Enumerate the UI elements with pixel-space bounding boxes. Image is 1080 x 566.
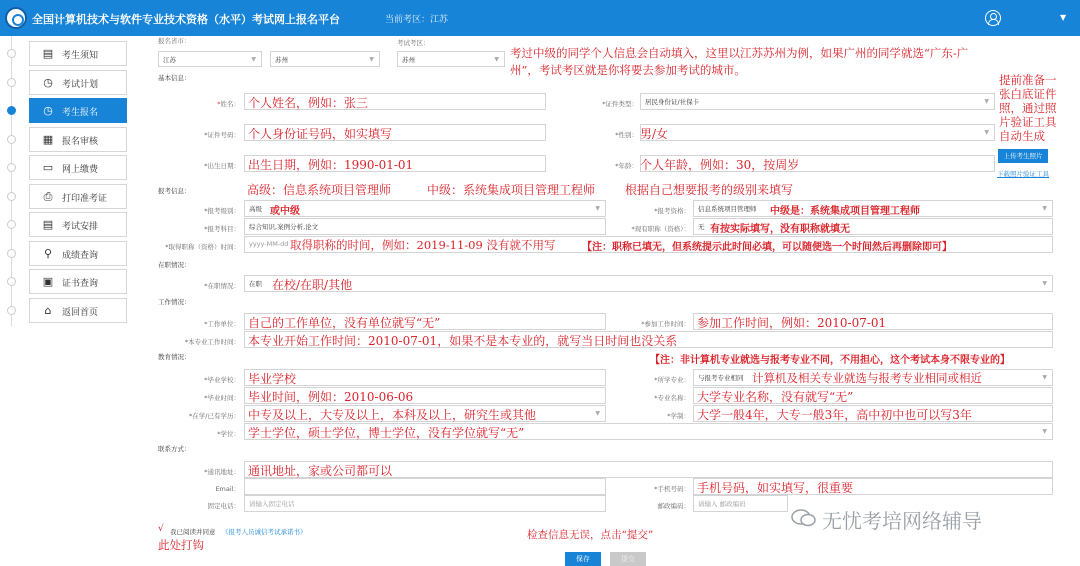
review-icon: ▦ — [42, 132, 54, 146]
current-title-field[interactable]: 无 — [693, 218, 1053, 235]
user-icon[interactable] — [985, 10, 1001, 26]
subject-field: 综合知识,案例分析,论文 — [244, 218, 606, 235]
exam-area-select[interactable]: 苏州 ▼ — [397, 51, 505, 67]
sidebar-timeline-dot — [7, 277, 16, 286]
major-label: *所学专业： — [654, 376, 690, 384]
sidebar-item[interactable] — [29, 269, 127, 294]
chevron-down-icon: ▼ — [1042, 428, 1047, 435]
sidebar-timeline-dot — [7, 163, 16, 172]
major-same-hint: 计算机及相关专业就选与报考专业相同或相近 — [752, 371, 982, 385]
certificate-icon: ▣ — [42, 275, 54, 288]
sidebar-item[interactable] — [29, 212, 127, 237]
grad-time-label: *毕业时间： — [204, 394, 240, 402]
unit-hint: 自己的工作单位，没有单位就写“无” — [248, 316, 441, 330]
title-warn-hint: 【注：职称已填无，但系统提示此时间必填，可以随便选一个时间然后再删除即可】 — [582, 242, 952, 253]
edu-warn-hint: 【注：非计算机专业就选与报考专业不同，不用担心，这个考试本身不限专业的】 — [650, 355, 1010, 366]
wechat-icon — [791, 508, 817, 528]
sidebar-item-label: 考试计划 — [62, 79, 99, 90]
location-note-2: 州”，考试考区就是你将要去参加考试的城市。 — [510, 63, 746, 77]
chevron-down-icon: ▼ — [984, 98, 989, 105]
sidebar-item[interactable] — [29, 241, 127, 266]
sidebar-item[interactable] — [29, 70, 127, 95]
job-status-label: *在职情况： — [204, 282, 240, 290]
age-hint: 个人年龄，例如：30，按周岁 — [640, 158, 800, 172]
id-no-label: *证件号码： — [204, 131, 240, 139]
name-hint: 个人姓名，例如：张三 — [248, 96, 369, 110]
save-button[interactable]: 保存 — [565, 552, 601, 566]
sidebar-item[interactable] — [29, 298, 127, 323]
exam-area-label: 考试考区： — [397, 39, 430, 47]
printer-icon: ⎙ — [43, 189, 53, 203]
home-icon: ⌂ — [44, 303, 52, 317]
chevron-down-icon: ▼ — [595, 205, 600, 212]
school-field[interactable] — [244, 369, 606, 386]
title-degree-hint: 学士学位，硕士学位，博士学位，没有学位就写“无” — [248, 426, 525, 440]
title-time-hint: 取得职称的时间，例如：2019-11-09 没有就不用写 — [290, 238, 556, 252]
sidebar-timeline-dot — [7, 249, 16, 258]
length-label: *学制： — [667, 412, 690, 420]
chevron-down-icon: ▼ — [595, 410, 600, 417]
sidebar-item-label: 考生报名 — [62, 108, 99, 118]
major-time-hint: 本专业开始工作时间：2010-07-01，如果不是本专业的，就写当日时间也没关系 — [248, 334, 678, 348]
level-fill-hint: 根据自己想要报考的级别来填写 — [625, 183, 794, 197]
zip-label: 邮政编码： — [657, 502, 690, 510]
clock-icon: ◷ — [43, 104, 53, 117]
sidebar-timeline-dot — [7, 192, 16, 201]
app-title: 全国计算机技术与软件专业技术资格（水平）考试网上报名平台 — [32, 13, 340, 26]
qual-mid-hint: 中级是：系统集成项目管理工程师 — [770, 206, 920, 217]
major-name-label: *专业名称： — [654, 394, 690, 402]
sidebar-item[interactable] — [29, 127, 127, 152]
sidebar-item-label: 考生须知 — [62, 51, 99, 61]
download-tool-link[interactable]: 下载照片验证工具 — [997, 170, 1049, 178]
zip-field[interactable]: 请输入 邮政编码 — [693, 495, 788, 512]
school-label: *毕业学校： — [204, 376, 240, 384]
city-label: 报名省市： — [158, 37, 191, 45]
level-high-hint: 高级：信息系统项目管理师 — [247, 183, 392, 197]
notice-icon: ▤ — [42, 47, 54, 60]
chevron-down-icon: ▼ — [369, 56, 374, 63]
email-label: Email： — [215, 485, 240, 493]
work-section-title: 工作情况： — [158, 298, 191, 306]
birth-label: *出生日期： — [204, 162, 240, 170]
sidebar-timeline-dot — [7, 306, 16, 315]
edu-section-title: 教育情况： — [158, 353, 191, 361]
search-icon: ⚲ — [43, 246, 53, 260]
document-icon: ▤ — [42, 218, 54, 231]
sidebar-item-label: 返回首页 — [62, 307, 99, 318]
city-select[interactable]: 苏州 ▼ — [270, 51, 380, 67]
major-select[interactable]: 与报考专业相同 ▼ — [693, 369, 1053, 386]
calendar-icon: ◷ — [43, 75, 53, 89]
school-hint: 毕业学校 — [248, 372, 297, 386]
join-time-hint: 参加工作时间，例如：2010-07-01 — [697, 316, 887, 330]
title-time-field[interactable]: yyyy-MM-dd — [244, 236, 1053, 253]
chevron-down-icon: ▼ — [1042, 280, 1047, 287]
gender-label: *性别： — [615, 131, 638, 139]
gender-hint: 男/女 — [640, 127, 669, 141]
phone-field[interactable]: 请输入固定电话 — [244, 495, 606, 512]
id-type-label: *证件类型： — [602, 100, 638, 108]
contact-section-title: 联系方式： — [158, 445, 191, 453]
submit-button[interactable]: 提交 — [610, 552, 646, 566]
or-mid-hint: 或中级 — [270, 206, 300, 217]
sidebar-item[interactable] — [29, 98, 127, 123]
grad-time-hint: 毕业时间，例如：2010-06-06 — [248, 390, 414, 404]
qual-label: *报考资格： — [654, 207, 690, 215]
sidebar-timeline-dot — [7, 78, 16, 87]
sidebar-item-label: 证书查询 — [62, 279, 99, 289]
major-name-hint: 大学专业名称，没有就写“无” — [697, 390, 854, 404]
sidebar-item-label: 成绩查询 — [62, 250, 99, 261]
level-select[interactable]: 高级 ▼ — [244, 200, 606, 217]
chevron-down-icon: ▼ — [251, 56, 256, 63]
level-mid-hint: 中级：系统集成项目管理工程师 — [427, 183, 596, 197]
chevron-down-icon: ▼ — [1042, 374, 1047, 381]
title-time-label: *取得职称（资格）时间： — [165, 243, 240, 251]
exam-section-title: 报考信息： — [158, 187, 191, 195]
sidebar-item[interactable] — [29, 41, 127, 66]
unit-label: *工作单位： — [204, 320, 240, 328]
job-status-select[interactable]: 在职 ▼ — [244, 275, 1053, 292]
sidebar-item-label: 考试安排 — [62, 222, 99, 232]
degree-label: *在学/已有学历： — [189, 412, 240, 420]
photo-note: 提前准备一 张白底证件 照，通过照 片验证工具 自动生成 — [999, 73, 1057, 143]
sidebar-timeline-dot — [7, 106, 16, 115]
chevron-down-icon: ▼ — [984, 129, 989, 136]
sidebar-item-label: 报名审核 — [62, 136, 99, 147]
submit-note: 检查信息无误，点击“提交” — [527, 529, 654, 541]
upload-photo-button[interactable]: 上传考生照片 — [998, 149, 1048, 163]
province-select[interactable]: 江苏 ▼ — [158, 51, 262, 67]
sidebar-timeline-dot — [7, 49, 16, 58]
location-note-1: 考过中级的同学个人信息会自动填入，这里以江苏苏州为例，如果广州的同学就选“广东-广 — [510, 46, 969, 60]
agree-checkbox[interactable]: √ — [158, 524, 164, 534]
mobile-label: *手机号码： — [654, 485, 690, 493]
sidebar-timeline-dot — [7, 220, 16, 229]
id-type-select[interactable]: 居民身份证/社保卡 ▼ — [640, 93, 995, 110]
job-section-title: 在职情况： — [158, 261, 191, 269]
basic-section-title: 基本信息： — [158, 74, 191, 82]
join-time-label: *参加工作时间： — [641, 320, 690, 328]
title-fill-hint: 有按实际填写，没有职称就填无 — [710, 224, 850, 235]
gender-select[interactable] — [640, 124, 995, 141]
qual-select[interactable]: 信息系统项目管理师 ▼ — [693, 200, 1053, 217]
length-hint: 大学一般4年，大专一般3年，高中初中也可以写3年 — [697, 408, 972, 422]
chevron-down-icon[interactable]: ▼ — [1060, 13, 1067, 22]
age-label: *年龄： — [615, 162, 638, 170]
agreement-link[interactable]: 《报考人员诚信考试承诺书》 — [222, 528, 307, 536]
check-note: 此处打钩 — [158, 538, 204, 552]
sidebar-item[interactable] — [29, 184, 127, 209]
sidebar-item[interactable] — [29, 155, 127, 180]
job-status-hint: 在校/在职/其他 — [272, 278, 353, 292]
name-label: *姓名： — [217, 100, 240, 108]
chevron-down-icon: ▼ — [1042, 205, 1047, 212]
current-region: 当前考区：江苏 — [385, 15, 449, 25]
id-no-hint: 个人身份证号码，如实填写 — [248, 127, 393, 141]
watermark-text: 无忧考培网络辅导 — [822, 509, 982, 533]
birth-hint: 出生日期，例如：1990-01-01 — [248, 158, 414, 172]
address-hint: 通讯地址，家或公司都可以 — [248, 464, 393, 478]
subject-label: *报考科目： — [204, 225, 240, 233]
sidebar-item-label: 网上缴费 — [62, 165, 99, 175]
sidebar-item-label: 打印准考证 — [62, 193, 108, 204]
phone-label: 固定电话： — [207, 502, 240, 510]
level-label: *报考级别： — [204, 207, 240, 215]
agree-text: 我已阅读并同意 — [170, 528, 216, 536]
mobile-hint: 手机号码，如实填写，很重要 — [697, 481, 854, 495]
degree-hint: 中专及以上，大专及以上，本科及以上，研究生或其他 — [248, 408, 537, 422]
chevron-down-icon: ▼ — [494, 56, 499, 63]
address-label: *通讯地址： — [204, 468, 240, 476]
email-field[interactable] — [244, 478, 606, 495]
monitor-icon: ▭ — [42, 161, 54, 174]
current-title-label: *现有职称（资格）： — [631, 225, 690, 233]
major-time-label: *本专业工作时间： — [184, 338, 240, 346]
top-bar — [0, 0, 1080, 36]
sidebar-timeline-dot — [7, 135, 16, 144]
title-degree-label: *学位： — [217, 430, 240, 438]
logo-icon — [5, 7, 27, 29]
